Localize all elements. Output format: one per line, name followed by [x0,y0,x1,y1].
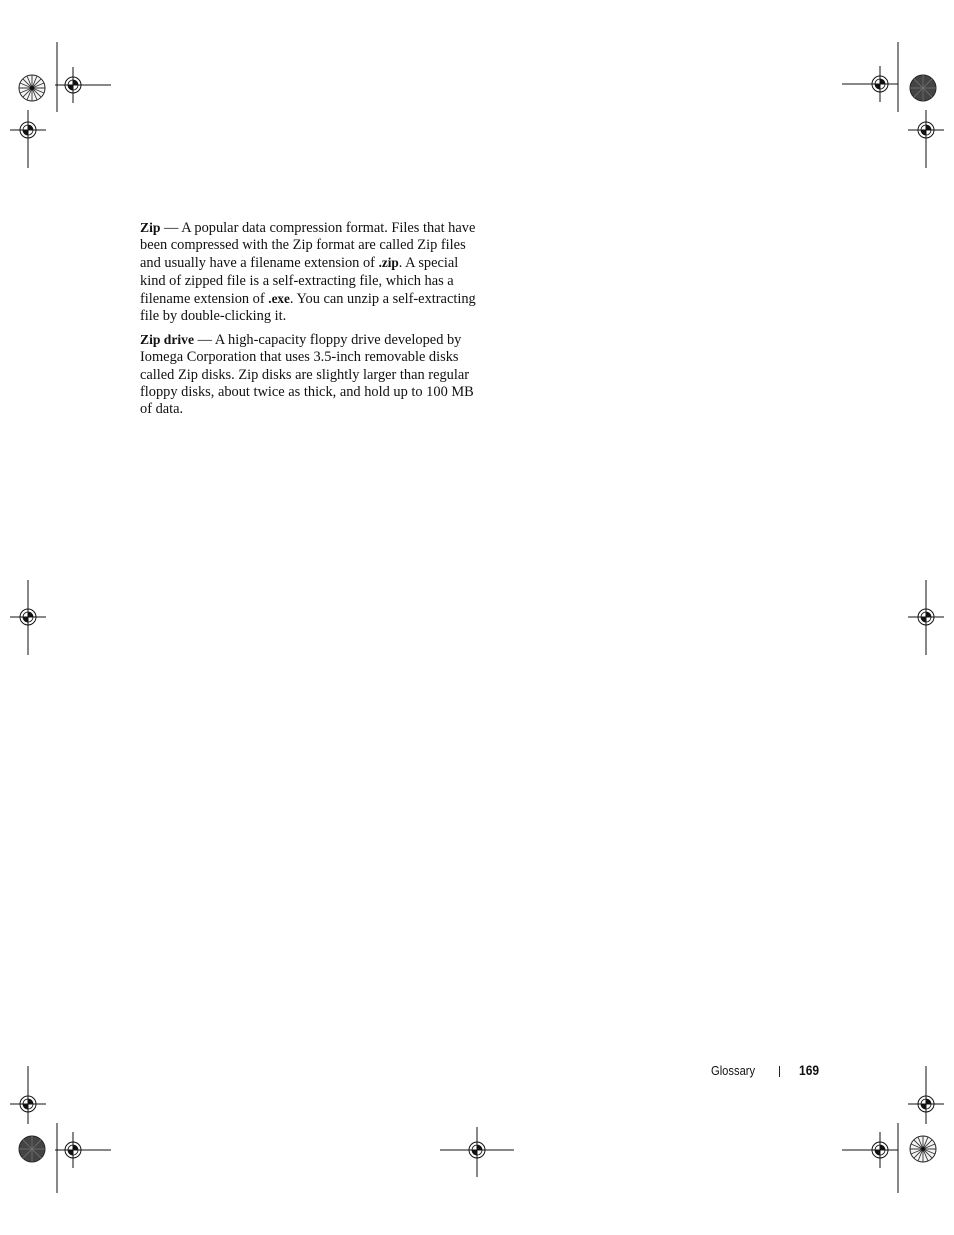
glossary-term: Zip [140,220,161,235]
color-target-icon [19,75,45,101]
file-extension: .exe [268,290,290,306]
glossary-content [140,219,478,424]
registration-mark-icon [10,112,46,148]
footer-section-title: Glossary [711,1063,756,1078]
page-number: 169 [799,1062,820,1078]
footer-divider [779,1066,780,1077]
registration-mark-icon [10,599,46,635]
definition-text: A high-capacity floppy drive developed by Iomega Corporation that uses 3.5-inch removable disks called Zip disks. Zip disks are slightly larger than regular floppy disks, about twice as thick, and hold up to 100 MB of data. [140,332,474,418]
file-extension: .zip [378,255,399,271]
color-target-icon [910,1136,936,1162]
term-dash: — [160,220,182,236]
color-target-icon [19,1136,45,1162]
page-footer [690,1061,821,1081]
glossary-term: Zip drive [140,332,195,348]
definition-text: . A special kind of zipped file is a self-extracting file, which has a filename extension of [140,255,459,307]
registration-mark-icon [908,112,944,148]
definition-text: A popular data compression format. Files that have been compressed with the Zip format are called Zip files and usually have a filename extension of [140,220,476,272]
definition-text: . You can unzip a self-extracting file by double-clicking it. [140,290,476,325]
term-dash: — [194,332,215,349]
registration-mark-icon [908,1086,944,1122]
registration-mark-icon [10,1086,46,1122]
registration-mark-icon [908,599,944,635]
color-target-icon [910,75,936,101]
glossary-entry-zip [140,219,478,325]
glossary-entry-zip-drive [140,331,478,418]
